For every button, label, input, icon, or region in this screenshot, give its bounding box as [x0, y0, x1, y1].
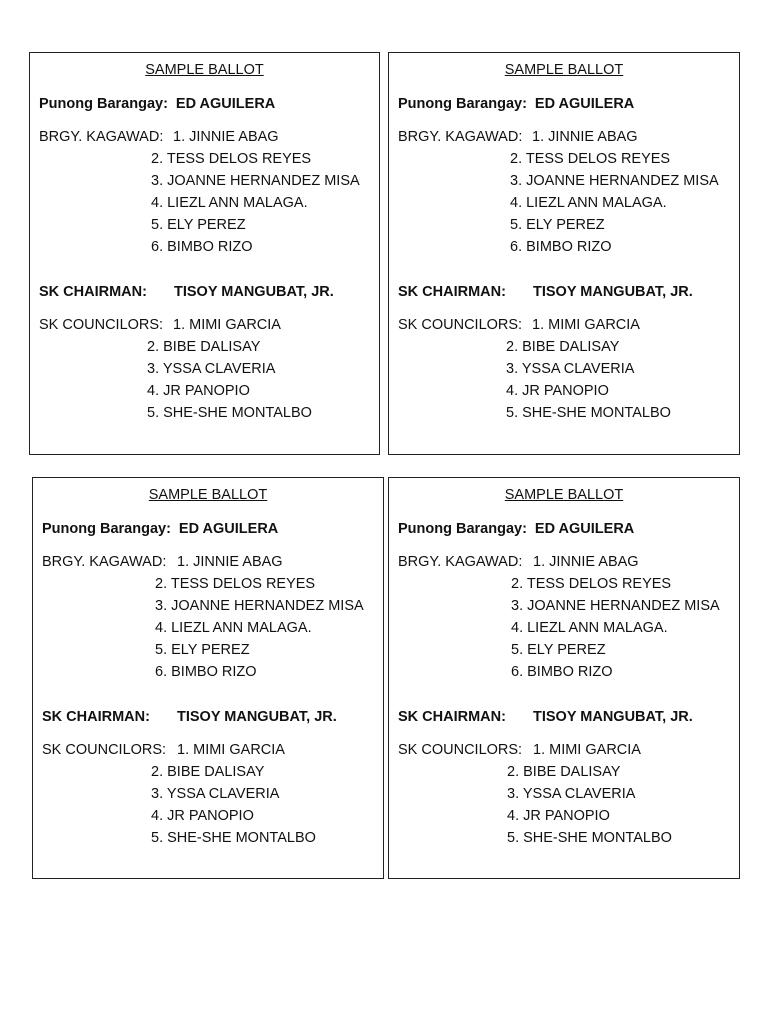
sk-chairman-label: SK CHAIRMAN:: [42, 709, 150, 725]
sk-councilor-item: 5. SHE-SHE MONTALBO: [507, 830, 672, 846]
sk-councilor-item: 4. JR PANOPIO: [506, 383, 609, 399]
kagawad-item: 5. ELY PEREZ: [510, 217, 605, 233]
kagawad-list: [511, 551, 720, 683]
sk-councilor-item: 1. MIMI GARCIA: [177, 742, 285, 758]
punong-barangay-label: Punong Barangay:: [398, 521, 527, 537]
kagawad-label: BRGY. KAGAWAD:: [42, 554, 167, 570]
kagawad-label: BRGY. KAGAWAD:: [398, 129, 523, 145]
sk-chairman-name: TISOY MANGUBAT, JR.: [533, 284, 693, 300]
sk-councilor-item: 5. SHE-SHE MONTALBO: [506, 405, 671, 421]
kagawad-item: 4. LIEZL ANN MALAGA.: [510, 195, 667, 211]
kagawad-item: 1. JINNIE ABAG: [177, 554, 283, 570]
kagawad-item: 4. LIEZL ANN MALAGA.: [155, 620, 312, 636]
punong-barangay-name: ED AGUILERA: [534, 521, 635, 537]
punong-barangay-name: ED AGUILERA: [178, 521, 279, 537]
punong-barangay-label: Punong Barangay:: [398, 96, 527, 112]
kagawad-item: 6. BIMBO RIZO: [510, 239, 612, 255]
punong-barangay-line: [398, 93, 634, 115]
ballot-title: SAMPLE BALLOT: [504, 487, 624, 503]
sk-chairman-label: SK CHAIRMAN:: [39, 284, 147, 300]
sk-chairman-name: TISOY MANGUBAT, JR.: [174, 284, 334, 300]
sk-councilor-item: 3. YSSA CLAVERIA: [507, 786, 636, 802]
kagawad-label: BRGY. KAGAWAD:: [39, 129, 164, 145]
kagawad-item: 5. ELY PEREZ: [151, 217, 246, 233]
sample-ballot-2: [388, 52, 740, 455]
kagawad-item: 2. TESS DELOS REYES: [151, 151, 312, 167]
ballot-title: SAMPLE BALLOT: [145, 62, 264, 78]
sk-councilor-item: 2. BIBE DALISAY: [147, 339, 261, 355]
sk-councilors-list: [507, 739, 672, 849]
sk-councilor-item: 4. JR PANOPIO: [151, 808, 254, 824]
kagawad-list: [151, 126, 360, 258]
kagawad-item: 2. TESS DELOS REYES: [155, 576, 316, 592]
punong-barangay-line: [39, 93, 275, 115]
kagawad-item: 5. ELY PEREZ: [155, 642, 250, 658]
sk-councilor-item: 1. MIMI GARCIA: [533, 742, 641, 758]
punong-barangay-label: Punong Barangay:: [39, 96, 168, 112]
sk-chairman-name: TISOY MANGUBAT, JR.: [177, 709, 337, 725]
sk-councilors-label: SK COUNCILORS:: [398, 317, 523, 333]
kagawad-item: 6. BIMBO RIZO: [155, 664, 257, 680]
kagawad-item: 6. BIMBO RIZO: [511, 664, 613, 680]
kagawad-item: 6. BIMBO RIZO: [151, 239, 253, 255]
sample-ballot-3: [32, 477, 384, 879]
sk-councilor-item: 2. BIBE DALISAY: [151, 764, 265, 780]
kagawad-item: 4. LIEZL ANN MALAGA.: [511, 620, 668, 636]
sk-councilors-label: SK COUNCILORS:: [398, 742, 523, 758]
kagawad-item: 1. JINNIE ABAG: [533, 554, 639, 570]
kagawad-item: 5. ELY PEREZ: [511, 642, 606, 658]
sk-councilors-list: [151, 739, 316, 849]
sk-councilor-item: 2. BIBE DALISAY: [506, 339, 620, 355]
sk-councilor-item: 3. YSSA CLAVERIA: [151, 786, 280, 802]
punong-barangay-name: ED AGUILERA: [534, 96, 635, 112]
ballot-title: SAMPLE BALLOT: [504, 62, 624, 78]
punong-barangay-name: ED AGUILERA: [175, 96, 276, 112]
kagawad-item: 1. JINNIE ABAG: [173, 129, 279, 145]
kagawad-item: 3. JOANNE HERNANDEZ MISA: [155, 598, 364, 614]
kagawad-item: 1. JINNIE ABAG: [532, 129, 638, 145]
kagawad-item: 4. LIEZL ANN MALAGA.: [151, 195, 308, 211]
sk-councilor-item: 3. YSSA CLAVERIA: [147, 361, 276, 377]
sk-councilor-item: 2. BIBE DALISAY: [507, 764, 621, 780]
sk-councilor-item: 3. YSSA CLAVERIA: [506, 361, 635, 377]
sk-councilors-list: [506, 314, 671, 424]
sk-councilors-label: SK COUNCILORS:: [42, 742, 167, 758]
ballot-title: SAMPLE BALLOT: [148, 487, 268, 503]
kagawad-list: [155, 551, 364, 683]
punong-barangay-line: [42, 518, 278, 540]
kagawad-item: 2. TESS DELOS REYES: [510, 151, 671, 167]
sk-councilor-item: 4. JR PANOPIO: [507, 808, 610, 824]
kagawad-item: 2. TESS DELOS REYES: [511, 576, 672, 592]
kagawad-item: 3. JOANNE HERNANDEZ MISA: [511, 598, 720, 614]
sk-councilor-item: 4. JR PANOPIO: [147, 383, 250, 399]
sk-councilor-item: 1. MIMI GARCIA: [173, 317, 281, 333]
kagawad-label: BRGY. KAGAWAD:: [398, 554, 523, 570]
sk-councilors-list: [147, 314, 312, 424]
kagawad-item: 3. JOANNE HERNANDEZ MISA: [510, 173, 719, 189]
sk-councilor-item: 5. SHE-SHE MONTALBO: [151, 830, 316, 846]
punong-barangay-line: [398, 518, 634, 540]
punong-barangay-label: Punong Barangay:: [42, 521, 171, 537]
sk-chairman-name: TISOY MANGUBAT, JR.: [533, 709, 693, 725]
kagawad-list: [510, 126, 719, 258]
sample-ballot-4: [388, 477, 740, 879]
sk-chairman-label: SK CHAIRMAN:: [398, 709, 506, 725]
sk-councilor-item: 1. MIMI GARCIA: [532, 317, 640, 333]
sample-ballot-1: [29, 52, 380, 455]
sk-councilors-label: SK COUNCILORS:: [39, 317, 164, 333]
sk-councilor-item: 5. SHE-SHE MONTALBO: [147, 405, 312, 421]
sk-chairman-label: SK CHAIRMAN:: [398, 284, 506, 300]
kagawad-item: 3. JOANNE HERNANDEZ MISA: [151, 173, 360, 189]
